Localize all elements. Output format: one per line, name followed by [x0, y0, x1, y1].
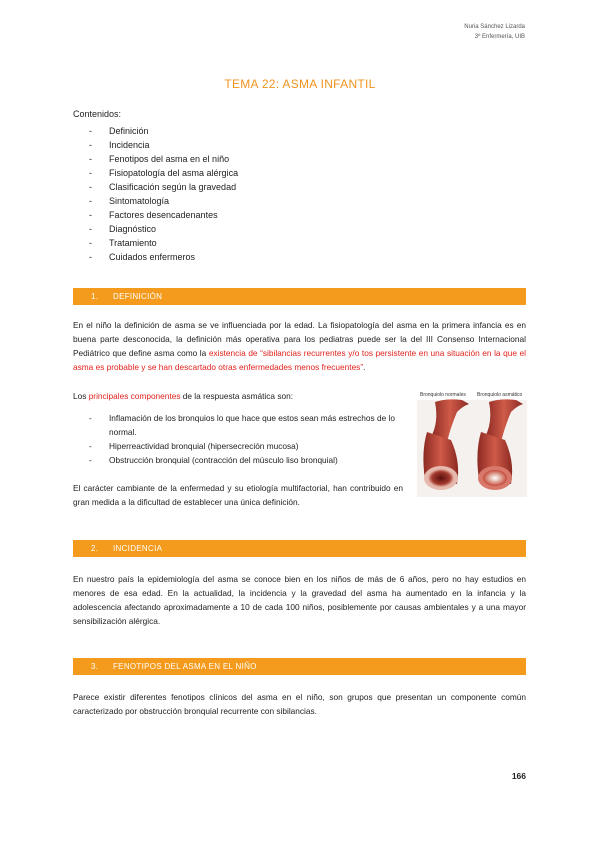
contents-item: - Incidencia	[73, 138, 238, 152]
text-run: Los	[73, 391, 89, 401]
section-title: DEFINICIÓN	[113, 292, 163, 301]
contents-item: - Fenotipos del asma en el niño	[73, 152, 238, 166]
section-heading-fenotipos	[73, 658, 526, 675]
author-name: Nuria Sánchez Lizarda	[464, 24, 525, 30]
bronchiole-illustration	[417, 392, 527, 497]
section-number: 2.	[91, 544, 99, 553]
components-intro	[73, 389, 408, 403]
text-run: .	[363, 362, 366, 372]
contents-list	[73, 109, 238, 264]
components-list	[73, 411, 408, 467]
figure-caption-normal: Bronquiolo normales	[420, 392, 466, 398]
header-info	[464, 22, 525, 42]
incidencia-paragraph: En nuestro país la epidemiología del asma se conoce bien en los niños de más de 6 años, pero no hay estudios en menores de esa edad. En la actualidad, la incidencia y la gravedad del asma ha aumentado en la infancia y la adolescencia afectando aproximadamente a 10 de cada 100 niños, posiblemente por causas ambientales y a una mayor sensibilización alérgica.	[73, 574, 526, 626]
contents-item: - Cuidados enfermeros	[73, 250, 238, 264]
section-heading-definicion	[73, 288, 526, 305]
contents-item: - Factores desencadenantes	[73, 208, 238, 222]
highlight-text: principales componentes	[88, 391, 181, 401]
contents-heading: Contenidos:	[73, 109, 122, 119]
highlight-text: existencia de “sibilancias recurrentes y/o tos persistente en una situación en la que el asma es probable y se han descartado otras enfermedades menos frecuentes”	[73, 348, 526, 372]
section-heading-incidencia	[73, 540, 526, 557]
figure-caption-asthmatic: Bronquiolo asmático	[477, 392, 523, 398]
section-number: 3.	[91, 662, 99, 671]
section-title: FENOTIPOS DEL ASMA EN EL NIÑO	[113, 662, 257, 671]
list-item: - Inflamación de los bronquios lo que hace que estos sean más estrechos de lo normal.	[73, 411, 408, 439]
fenotipos-paragraph: Parece existir diferentes fenotipos clínicos del asma en el niño, son grupos que presentan un componente común caracterizado por obstrucción bronquial recurrente con sibilancias.	[73, 692, 526, 716]
definicion-paragraph	[73, 318, 526, 374]
contents-item: - Diagnóstico	[73, 222, 238, 236]
course-name: 3º Enfermería, UIB	[474, 34, 525, 40]
page-number: 166	[511, 771, 526, 781]
contents-item: - Fisiopatología del asma alérgica	[73, 166, 238, 180]
list-item: - Obstrucción bronquial (contracción del músculo liso bronquial)	[73, 453, 408, 467]
section-number: 1.	[91, 292, 99, 301]
contents-item: - Clasificación según la gravedad	[73, 180, 238, 194]
list-item: - Hiperreactividad bronquial (hipersecreción mucosa)	[73, 439, 408, 453]
contents-item: - Definición	[73, 124, 238, 138]
contents-item: - Sintomatología	[73, 194, 238, 208]
definicion-closing-paragraph: El carácter cambiante de la enfermedad y su etiología multifactorial, han contribuido en gran medida a la dificultad de establecer una única definición.	[73, 483, 403, 507]
page-title: TEMA 22: ASMA INFANTIL	[224, 77, 376, 91]
text-run: En el niño la definición de asma se ve influenciada por la edad. La fisiopatología del asma en la primera infancia es en buena parte desconocida, la definición más operativa para los pediatras puede ser la del III Consenso Internacional Pediátrico que define asma como la	[73, 320, 526, 358]
bronchiole-figure	[417, 392, 527, 497]
section-title: INCIDENCIA	[113, 544, 163, 553]
contents-item: - Tratamiento	[73, 236, 238, 250]
text-run: de la respuesta asmática son:	[180, 391, 293, 401]
